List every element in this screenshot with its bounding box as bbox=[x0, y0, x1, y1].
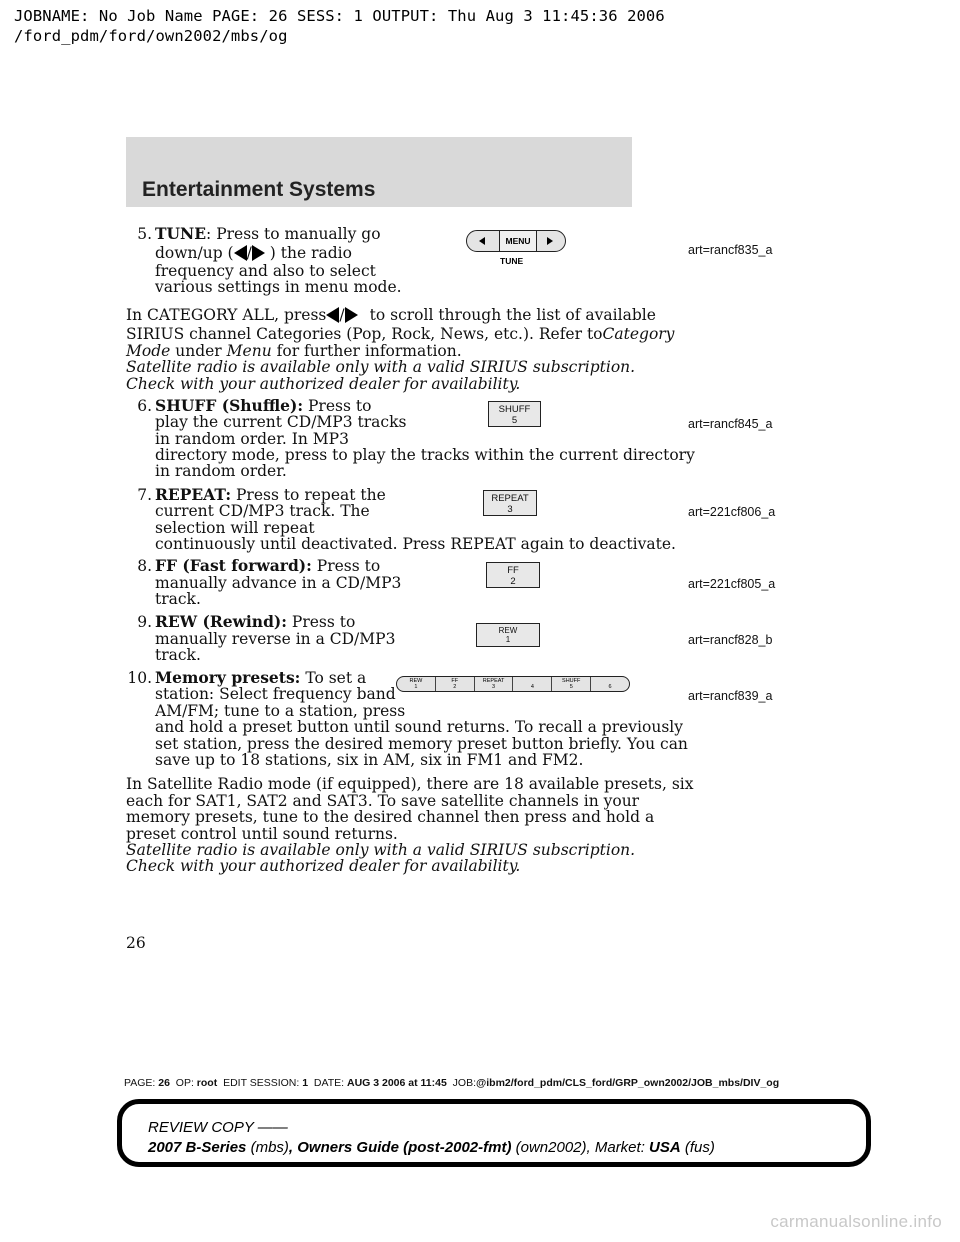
tune-line-4: various settings in menu mode. bbox=[155, 278, 402, 296]
shuff-button-illustration: SHUFF 5 bbox=[488, 401, 541, 427]
satellite-note-1: Satellite radio is available only with a valid SIRIUS subscription. bbox=[126, 841, 636, 859]
satellite-line-4: preset control until sound returns. bbox=[126, 825, 398, 843]
art-reference: art=rancf835_a bbox=[688, 243, 773, 257]
presets-line-5: set station, press the desired memory preset button briefly. You can bbox=[155, 735, 688, 753]
footer-job-line: PAGE: 26 OP: root EDIT SESSION: 1 DATE: AUG 3 2006 at 11:45 JOB:@ibm2/ford_pdm/CLS_ford/GRP_own2002/JOB_mbs/DIV_og bbox=[124, 1077, 780, 1089]
art-reference: art=221cf805_a bbox=[688, 577, 776, 591]
job-header-line-1: JOBNAME: No Job Name PAGE: 26 SESS: 1 OUTPUT: Thu Aug 3 11:45:36 2006 bbox=[14, 7, 665, 25]
job-header-line-2: /ford_pdm/ford/own2002/mbs/og bbox=[14, 27, 288, 45]
category-line-3: Mode under Menu for further information. bbox=[126, 342, 462, 360]
tune-caption: TUNE bbox=[500, 256, 524, 266]
ff-line-2: manually advance in a CD/MP3 bbox=[155, 574, 402, 592]
preset-strip-illustration bbox=[396, 676, 630, 692]
ff-line-3: track. bbox=[155, 590, 201, 608]
ff-line-1: FF (Fast forward): Press to bbox=[155, 556, 381, 575]
item-number: 7. bbox=[137, 486, 152, 504]
preset-cell: REPEAT 3 bbox=[475, 677, 514, 691]
section-header-bar bbox=[126, 137, 632, 207]
shuff-line-4: directory mode, press to play the tracks within the current directory bbox=[155, 446, 695, 464]
art-reference: art=rancf828_b bbox=[688, 633, 773, 647]
preset-cell: 6 bbox=[608, 684, 612, 690]
repeat-button-illustration: REPEAT 3 bbox=[483, 490, 537, 516]
rew-line-3: track. bbox=[155, 646, 201, 664]
tune-line-2: down/up ( / ) the radio bbox=[155, 244, 352, 262]
repeat-line-1: REPEAT: Press to repeat the bbox=[155, 485, 386, 504]
shuff-line-2: play the current CD/MP3 tracks bbox=[155, 413, 407, 431]
item-number: 10. bbox=[127, 669, 152, 687]
ff-button-illustration: FF 2 bbox=[486, 562, 540, 588]
category-line-2: SIRIUS channel Categories (Pop, Rock, News, etc.). Refer toCategory bbox=[126, 325, 675, 343]
rew-line-1: REW (Rewind): Press to bbox=[155, 612, 356, 631]
preset-cell: REW 1 bbox=[397, 677, 436, 691]
preset-cell: SHUFF 5 bbox=[552, 677, 591, 691]
tune-down-arrow-icon bbox=[479, 237, 485, 245]
left-arrow-icon bbox=[234, 245, 247, 261]
tune-line-1: TUNE: Press to manually go bbox=[155, 224, 381, 243]
tune-line-3: frequency and also to select bbox=[155, 262, 376, 280]
item-number: 8. bbox=[137, 557, 152, 575]
tune-label: TUNE bbox=[155, 224, 207, 243]
presets-line-1: Memory presets: To set a bbox=[155, 668, 367, 687]
right-arrow-icon bbox=[252, 245, 265, 261]
satellite-line-1: In Satellite Radio mode (if equipped), there are 18 available presets, six bbox=[126, 775, 694, 793]
art-reference: art=rancf839_a bbox=[688, 689, 773, 703]
shuff-line-3: in random order. In MP3 bbox=[155, 430, 349, 448]
presets-line-2: station: Select frequency band bbox=[155, 685, 396, 703]
job-header bbox=[14, 6, 665, 46]
presets-line-3: AM/FM; tune to a station, press bbox=[155, 702, 406, 720]
category-line-1: In CATEGORY ALL, press / to scroll through the list of available bbox=[126, 306, 656, 324]
watermark: carmanualsonline.info bbox=[770, 1212, 942, 1231]
preset-cell: FF 2 bbox=[436, 677, 475, 691]
satellite-note-2: Check with your authorized dealer for availability. bbox=[126, 857, 521, 875]
section-title: Entertainment Systems bbox=[142, 178, 376, 201]
category-note-1: Satellite radio is available only with a valid SIRIUS subscription. bbox=[126, 358, 636, 376]
repeat-line-4: continuously until deactivated. Press REPEAT again to deactivate. bbox=[155, 535, 676, 553]
presets-line-4: and hold a preset button until sound returns. To recall a previously bbox=[155, 718, 683, 736]
tune-control-illustration bbox=[466, 230, 566, 252]
rew-line-2: manually reverse in a CD/MP3 bbox=[155, 630, 396, 648]
menu-button-label: MENU bbox=[499, 231, 537, 251]
page-number: 26 bbox=[126, 934, 146, 952]
satellite-line-2: each for SAT1, SAT2 and SAT3. To save satellite channels in your bbox=[126, 792, 640, 810]
shuff-line-5: in random order. bbox=[155, 462, 287, 480]
item-number: 5. bbox=[137, 225, 152, 243]
presets-line-6: save up to 18 stations, six in AM, six in FM1 and FM2. bbox=[155, 751, 584, 769]
left-arrow-icon bbox=[326, 307, 339, 323]
category-note-2: Check with your authorized dealer for availability. bbox=[126, 375, 521, 393]
satellite-line-3: memory presets, tune to the desired channel then press and hold a bbox=[126, 808, 655, 826]
tune-up-arrow-icon bbox=[547, 237, 553, 245]
repeat-line-3: selection will repeat bbox=[155, 519, 315, 537]
rew-button-illustration: REW 1 bbox=[476, 623, 540, 647]
review-copy-details: 2007 B-Series (mbs), Owners Guide (post-2002-fmt) (own2002), Market: USA (fus) bbox=[148, 1139, 715, 1156]
preset-cell: 4 bbox=[513, 677, 552, 691]
repeat-line-2: current CD/MP3 track. The bbox=[155, 502, 370, 520]
review-copy-box bbox=[117, 1099, 871, 1167]
art-reference: art=rancf845_a bbox=[688, 417, 773, 431]
art-reference: art=221cf806_a bbox=[688, 505, 776, 519]
shuff-line-1: SHUFF (Shuffle): Press to bbox=[155, 396, 372, 415]
item-number: 6. bbox=[137, 397, 152, 415]
right-arrow-icon bbox=[345, 307, 358, 323]
item-number: 9. bbox=[137, 613, 152, 631]
review-copy-label: REVIEW COPY —— bbox=[148, 1119, 288, 1136]
